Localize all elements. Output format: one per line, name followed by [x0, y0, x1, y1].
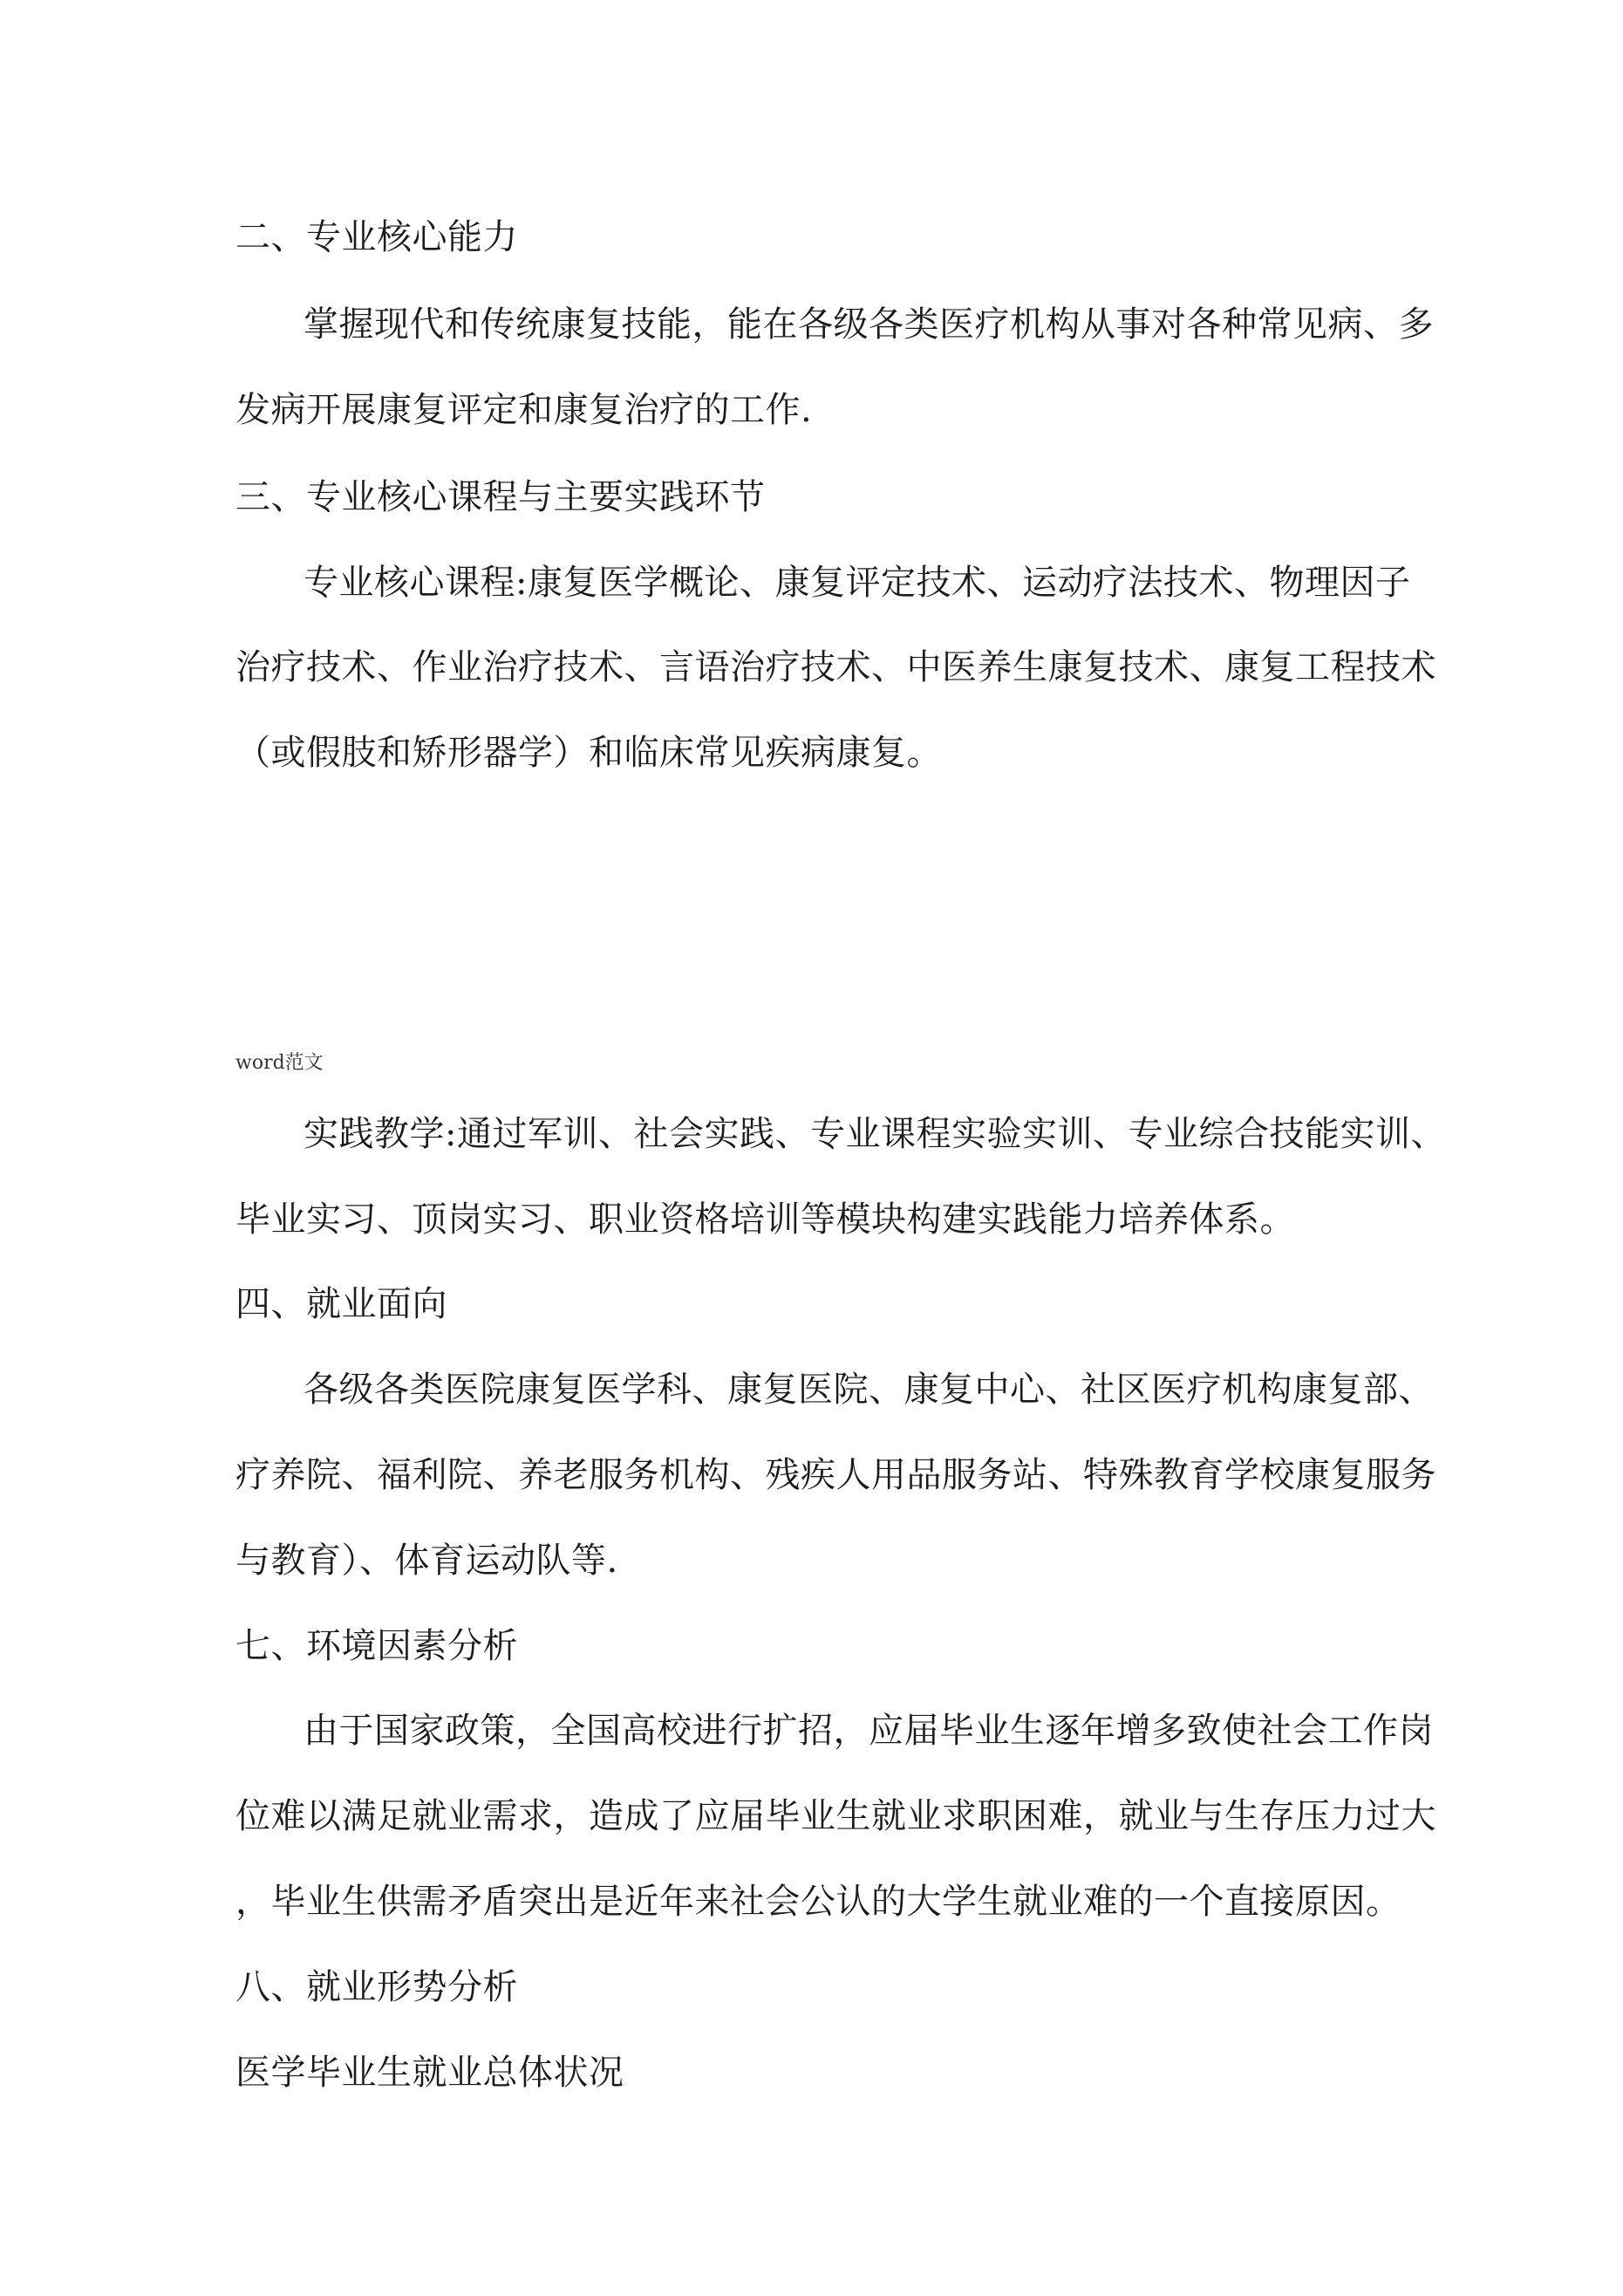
page-footer: word范文 [235, 1052, 324, 1074]
paragraph-line: ，毕业生供需矛盾突出是近年来社会公认的大学生就业难的一个直接原因。 [235, 1882, 1401, 1922]
section-heading-employment-situation: 八、就业形势分析 [235, 1967, 518, 2007]
paragraph-line: 由于国家政策，全国高校进行扩招，应届毕业生逐年增多致使社会工作岗 [303, 1711, 1434, 1751]
subheading-overall-status: 医学毕业生就业总体状况 [235, 2053, 624, 2093]
paragraph-line: （或假肢和矫形器学）和临床常见疾病康复。 [235, 733, 942, 773]
section-heading-core-courses: 三、专业核心课程与主要实践环节 [235, 477, 766, 517]
paragraph-line: 治疗技术、作业治疗技术、言语治疗技术、中医养生康复技术、康复工程技术 [235, 647, 1436, 687]
paragraph-line: 实践教学:通过军训、社会实践、专业课程实验实训、专业综合技能实训、 [303, 1114, 1446, 1154]
paragraph-line: 专业核心课程:康复医学概论、康复评定技术、运动疗法技术、物理因子 [303, 563, 1411, 603]
paragraph-line: 毕业实习、顶岗实习、职业资格培训等模块构建实践能力培养体系。 [235, 1199, 1295, 1240]
section-heading-core-ability: 二、专业核心能力 [235, 217, 518, 257]
paragraph-line: 掌握现代和传统康复技能，能在各级各类医疗机构从事对各种常见病、多 [303, 304, 1434, 345]
section-heading-environment: 七、环境因素分析 [235, 1626, 518, 1666]
section-heading-employment: 四、就业面向 [235, 1284, 447, 1324]
paragraph-line: 位难以满足就业需求，造成了应届毕业生就业求职困难，就业与生存压力过大 [235, 1796, 1436, 1836]
paragraph-line: 疗养院、福利院、养老服务机构、残疾人用品服务站、特殊教育学校康复服务 [235, 1455, 1436, 1495]
paragraph-line: 发病开展康复评定和康复治疗的工作. [235, 390, 813, 430]
paragraph-line: 各级各类医院康复医学科、康复医院、康复中心、社区医疗机构康复部、 [303, 1370, 1434, 1410]
paragraph-line: 与教育）、体育运动队等. [235, 1541, 618, 1581]
